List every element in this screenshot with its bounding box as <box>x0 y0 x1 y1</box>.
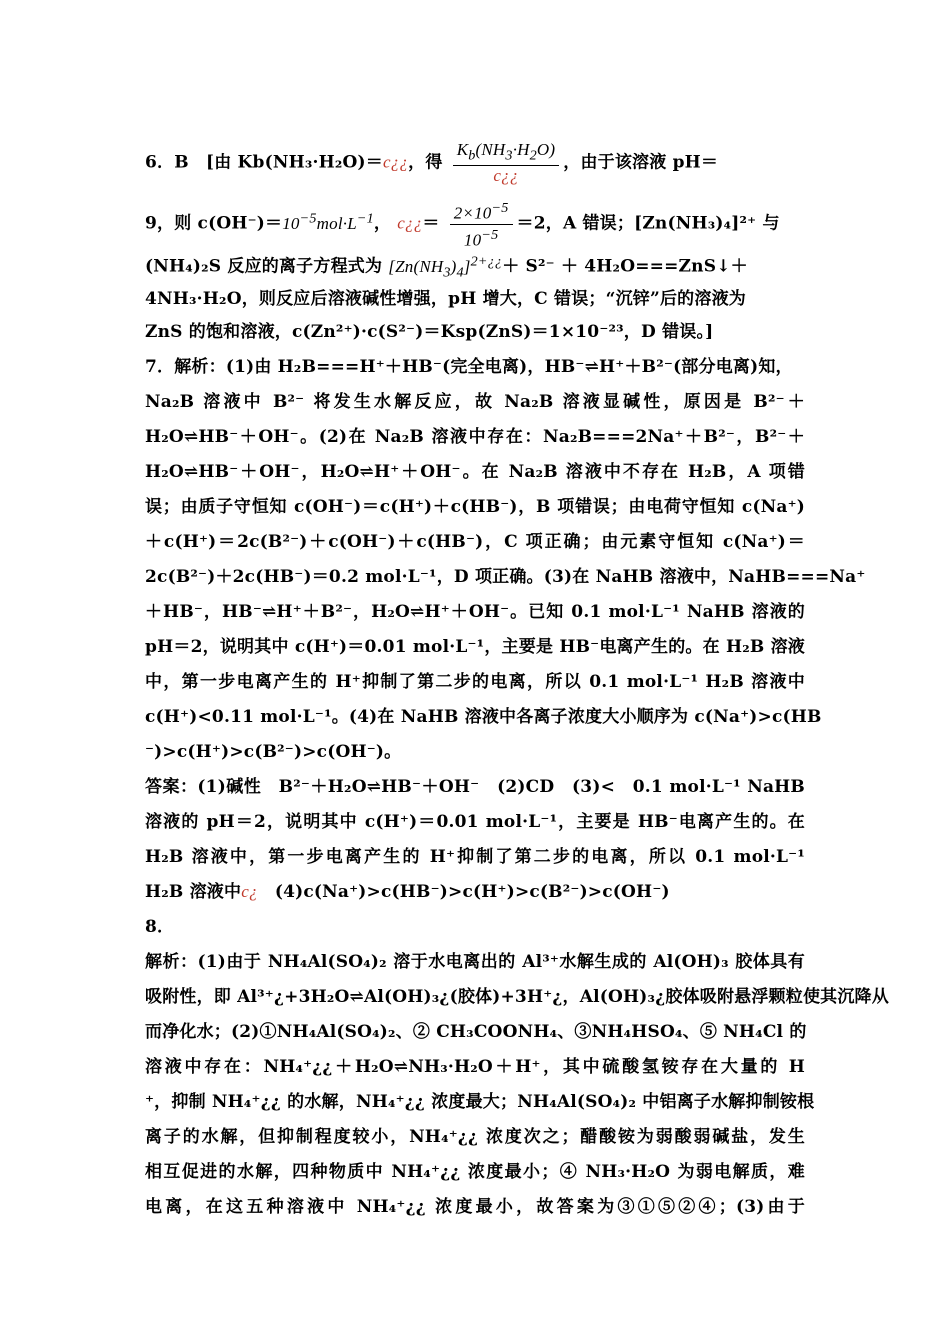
q6-line-1: 6．B [由 Kb(NH₃·H₂O)＝c¿¿，得 $\frac{K_b(NH_3\cdot H_2O)}{c¿¿}$ ，由于该溶液 pH＝ <box>145 140 719 186</box>
q8-line-6: 离子的水解，但抑制程度较小，NH₄⁺¿¿ 浓度次之；醋酸铵为弱酸弱碱盐，发生 <box>145 1127 805 1147</box>
q7-answer-1: 答案：(1)碱性 B²⁻＋H₂O⇌HB⁻＋OH⁻ (2)CD (3)< 0.1 mol·L⁻¹ NaHB <box>145 777 805 797</box>
q6-line-2: 9，则 $c(OH^-)=10^{-5}mol\cdot L^{-1}$， c¿¿＝ $\frac{2\times 10^{-5}}{10^{-5}}$ ＝2，A 错误；[Zn(NH₃)₄]²⁺ 与 <box>145 200 780 250</box>
q7-line-12: ⁻)>c(H⁺)>c(B²⁻)>c(OH⁻)。 <box>145 742 402 762</box>
q6-line-5: ZnS 的饱和溶液，c(Zn²⁺)·c(S²⁻)＝Ksp(ZnS)＝1×10⁻²³，D 错误。] <box>145 322 714 342</box>
q7-answer-3: H₂B 溶液中，第一步电离产生的 H⁺抑制了第二步的电离，所以 0.1 mol·L⁻¹ <box>145 847 805 867</box>
q7-answer-2: 溶液的 pH＝2，说明其中 c(H⁺)＝0.01 mol·L⁻¹，主要是 HB⁻电离产生的。在 <box>145 812 805 832</box>
q7-line-6: ＋c(H⁺)＝2c(B²⁻)＋c(OH⁻)＋c(HB⁻)，C 项正确；由元素守恒知 c(Na⁺)＝ <box>145 532 805 552</box>
q7-line-3: H₂O⇌HB⁻＋OH⁻。(2)在 Na₂B 溶液中存在：Na₂B===2Na⁺＋B²⁻，B²⁻＋ <box>145 427 805 447</box>
q7-line-7: 2c(B²⁻)＋2c(HB⁻)＝0.2 mol·L⁻¹，D 项正确。(3)在 NaHB 溶液中，NaHB===Na⁺ <box>145 567 866 587</box>
q7-line-5: 误；由质子守恒知 c(OH⁻)＝c(H⁺)＋c(HB⁻)，B 项错误；由电荷守恒知 c(Na⁺) <box>145 497 805 517</box>
q7-line-10: 中，第一步电离产生的 H⁺抑制了第二步的电离，所以 0.1 mol·L⁻¹ H₂B 溶液中 <box>145 672 805 692</box>
q8-line-1: 解析：(1)由于 NH₄Al(SO₄)₂ 溶于水电离出的 Al³⁺水解生成的 Al(OH)₃ 胶体具有 <box>145 952 805 972</box>
q8-line-3: 而净化水；(2)①NH₄Al(SO₄)₂、② CH₃COONH₄、③NH₄HSO₄、⑤ NH₄Cl 的 <box>145 1022 807 1042</box>
q8-line-7: 相互促进的水解，四种物质中 NH₄⁺¿¿ 浓度最小；④ NH₃·H₂O 为弱电解质，难 <box>145 1162 805 1182</box>
q8-line-8: 电离，在这五种溶液中 NH₄⁺¿¿ 浓度最小，故答案为③①⑤②④；(3)由于 <box>145 1197 805 1217</box>
q8-number: 8． <box>145 917 175 937</box>
q8-line-4: 溶液中存在：NH₄⁺¿¿＋H₂O⇌NH₃·H₂O＋H⁺，其中硫酸氢铵存在大量的 H <box>145 1057 805 1077</box>
q7-line-11: c(H⁺)<0.11 mol·L⁻¹。(4)在 NaHB 溶液中各离子浓度大小顺序为 c(Na⁺)>c(HB <box>145 707 822 727</box>
q8-line-5: ⁺，抑制 NH₄⁺¿¿ 的水解，NH₄⁺¿¿ 浓度最大；NH₄Al(SO₄)₂ 中铝离子水解抑制铵根 <box>145 1092 815 1112</box>
q7-line-8: ＋HB⁻，HB⁻⇌H⁺＋B²⁻，H₂O⇌H⁺＋OH⁻。已知 0.1 mol·L⁻¹ NaHB 溶液的 <box>145 602 805 622</box>
q7-line-1: 7．解析：(1)由 H₂B===H⁺＋HB⁻(完全电离)，HB⁻⇌H⁺＋B²⁻(部分电离)知， <box>145 357 793 377</box>
q7-line-9: pH＝2，说明其中 c(H⁺)＝0.01 mol·L⁻¹，主要是 HB⁻电离产生的。在 H₂B 溶液 <box>145 637 805 657</box>
q6-line-4: 4NH₃·H₂O，则反应后溶液碱性增强，pH 增大，C 错误；“沉锌”后的溶液为 <box>145 289 746 309</box>
fraction-kb: $\frac{K_b(NH_3\cdot H_2O)}{c¿¿}$ <box>453 140 560 186</box>
q7-line-2: Na₂B 溶液中 B²⁻ 将发生水解反应，故 Na₂B 溶液显碱性，原因是 B²⁻＋ <box>145 392 805 412</box>
fraction-ratio: $\frac{2\times 10^{-5}}{10^{-5}}$ <box>450 198 513 250</box>
q6-line-3: (NH₄)₂S 反应的离子方程式为 $[Zn(NH_3)_4]^{2+¿¿}+ S^{2-}$ ＋ 4H₂O===ZnS↓＋ <box>145 253 748 281</box>
q7-line-4: H₂O⇌HB⁻＋OH⁻，H₂O⇌H⁺＋OH⁻。在 Na₂B 溶液中不存在 H₂B，A 项错 <box>145 462 805 482</box>
q8-line-2: 吸附性，即 Al³⁺¿+3H₂O⇌Al(OH)₃¿(胶体)+3H⁺¿，Al(OH)₃¿胶体吸附悬浮颗粒使其沉降从 <box>145 987 889 1007</box>
q7-answer-4: H₂B 溶液中c¿ (4)c(Na⁺)>c(HB⁻)>c(H⁺)>c(B²⁻)>c(OH⁻) <box>145 882 670 902</box>
